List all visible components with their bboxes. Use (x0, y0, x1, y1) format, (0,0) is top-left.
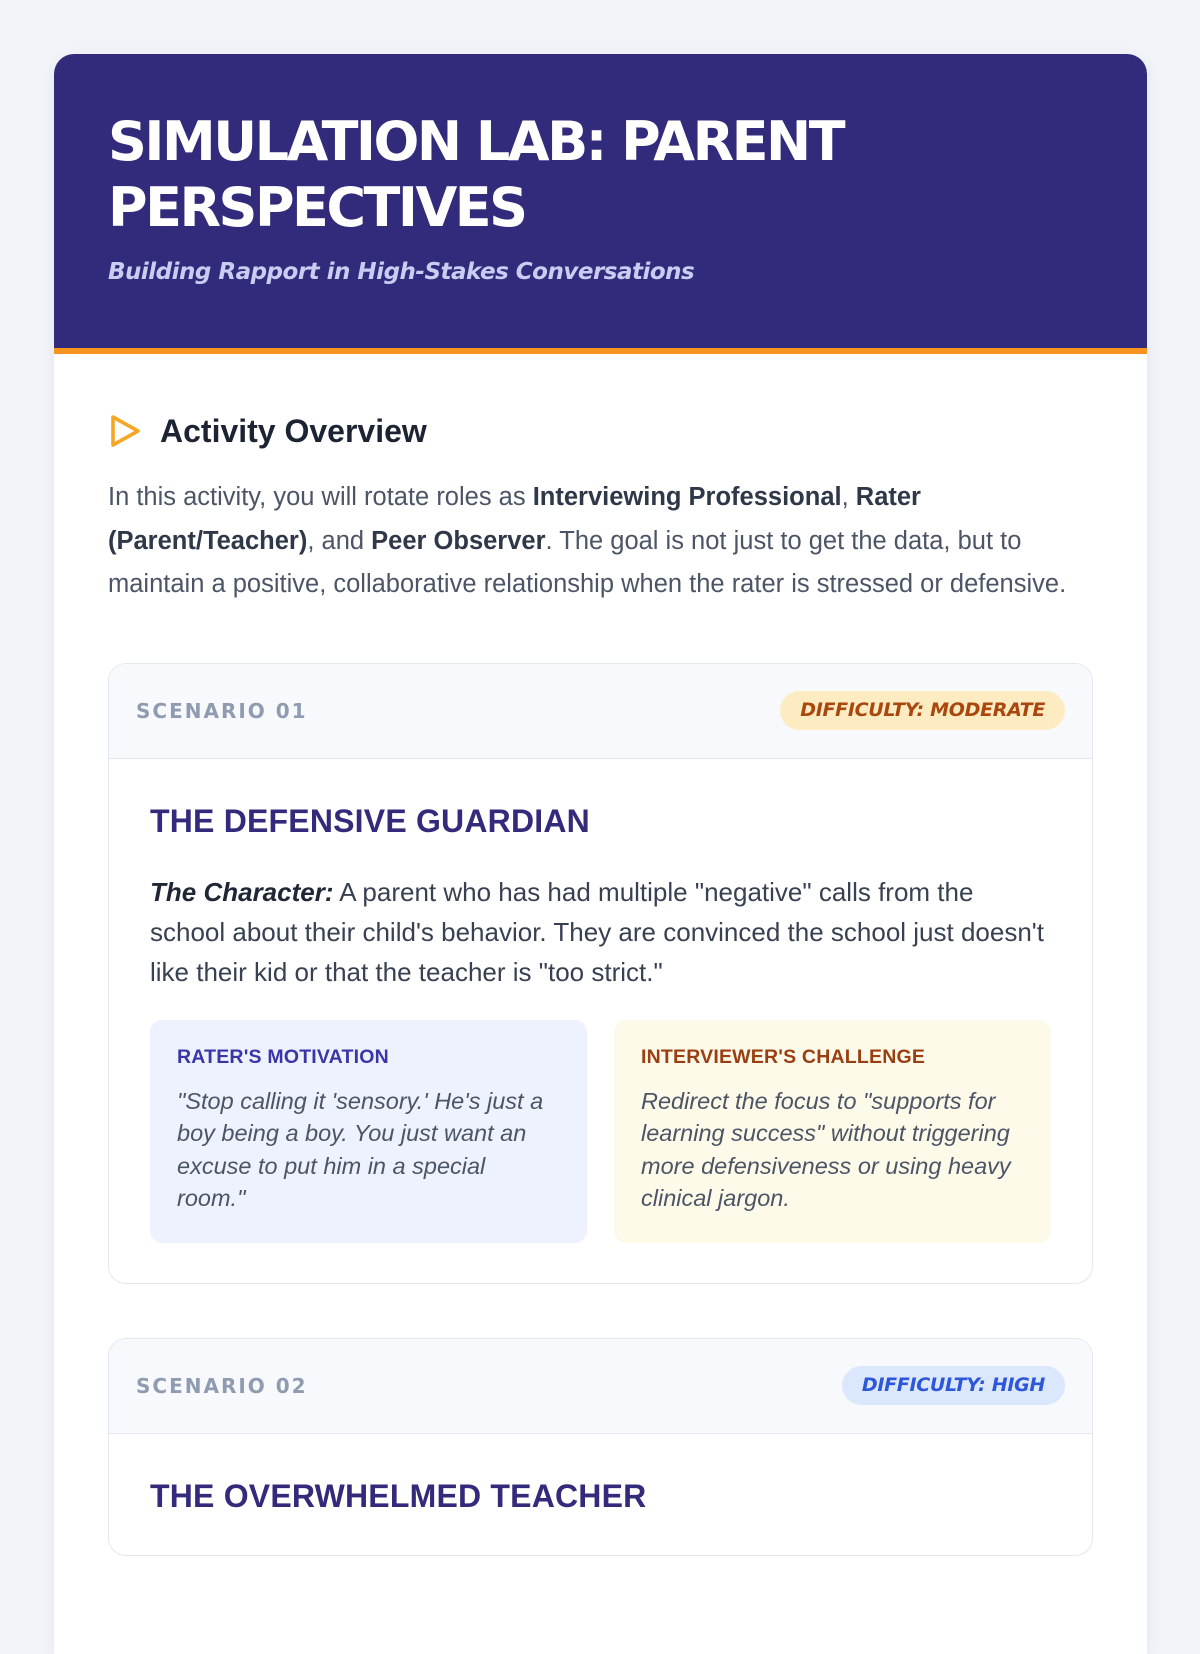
scenario-body (109, 759, 1092, 1283)
intro-segment: In this activity, you will rotate roles as (108, 483, 533, 511)
rater-motivation-box (150, 1020, 587, 1243)
page-title: SIMULATION LAB: PARENT PERSPECTIVES (108, 110, 844, 239)
hero-banner (54, 54, 1147, 354)
character-label: The Character: (150, 876, 334, 907)
scenario-title: THE DEFENSIVE GUARDIAN (150, 802, 590, 839)
motivation-quote: "Stop calling it 'sensory.' He's just a boy being a boy. You just want an excuse to put him in a special room." (177, 1087, 544, 1211)
scenario-card-1 (108, 663, 1093, 1284)
overview-title: Activity Overview (160, 412, 427, 449)
difficulty-badge: DIFFICULTY: MODERATE (780, 691, 1065, 730)
challenge-title: INTERVIEWER'S CHALLENGE (641, 1045, 926, 1068)
page-subtitle: Building Rapport in High-Stakes Conversations (108, 259, 695, 285)
intro-role-observer: Peer Observer (371, 526, 546, 555)
content-body (54, 354, 1147, 1556)
scenario-card-2 (108, 1338, 1093, 1556)
scenario-label: SCENARIO 01 (136, 698, 308, 723)
intro-segment: . The goal is not just to get the data, but to maintain a positive, collaborative relationship when the rater is stressed or defensive. (108, 526, 1067, 598)
character-text: A parent who has had multiple "negative" calls from the school about their child's behavior. They are convinced the school just doesn't like their kid or that the teacher is "too strict." (150, 876, 1044, 987)
intro-segment: , and (307, 526, 372, 555)
intro-role-interviewer: Interviewing Professional (532, 483, 842, 511)
scenario-boxes (150, 1020, 1051, 1243)
scenario-label: SCENARIO 02 (136, 1373, 308, 1398)
play-icon (108, 413, 142, 449)
scenario-header (109, 664, 1092, 759)
overview-intro (108, 476, 1093, 607)
interviewer-challenge-box (614, 1020, 1051, 1243)
difficulty-badge: DIFFICULTY: HIGH (842, 1366, 1065, 1405)
scenario-header (109, 1339, 1092, 1434)
activity-card (54, 54, 1147, 1654)
overview-heading (108, 408, 1093, 454)
scenario-title: THE OVERWHELMED TEACHER (150, 1477, 647, 1514)
challenge-text: Redirect the focus to "supports for learning success" without triggering more defensiveness or using heavy clinical jargon. (641, 1087, 1011, 1211)
motivation-title: RATER'S MOTIVATION (177, 1045, 389, 1068)
intro-segment: , (841, 483, 856, 511)
intro-role-rater: Rater (Parent/Teacher) (108, 483, 921, 555)
character-description (150, 872, 1051, 992)
scenario-body (109, 1434, 1092, 1555)
